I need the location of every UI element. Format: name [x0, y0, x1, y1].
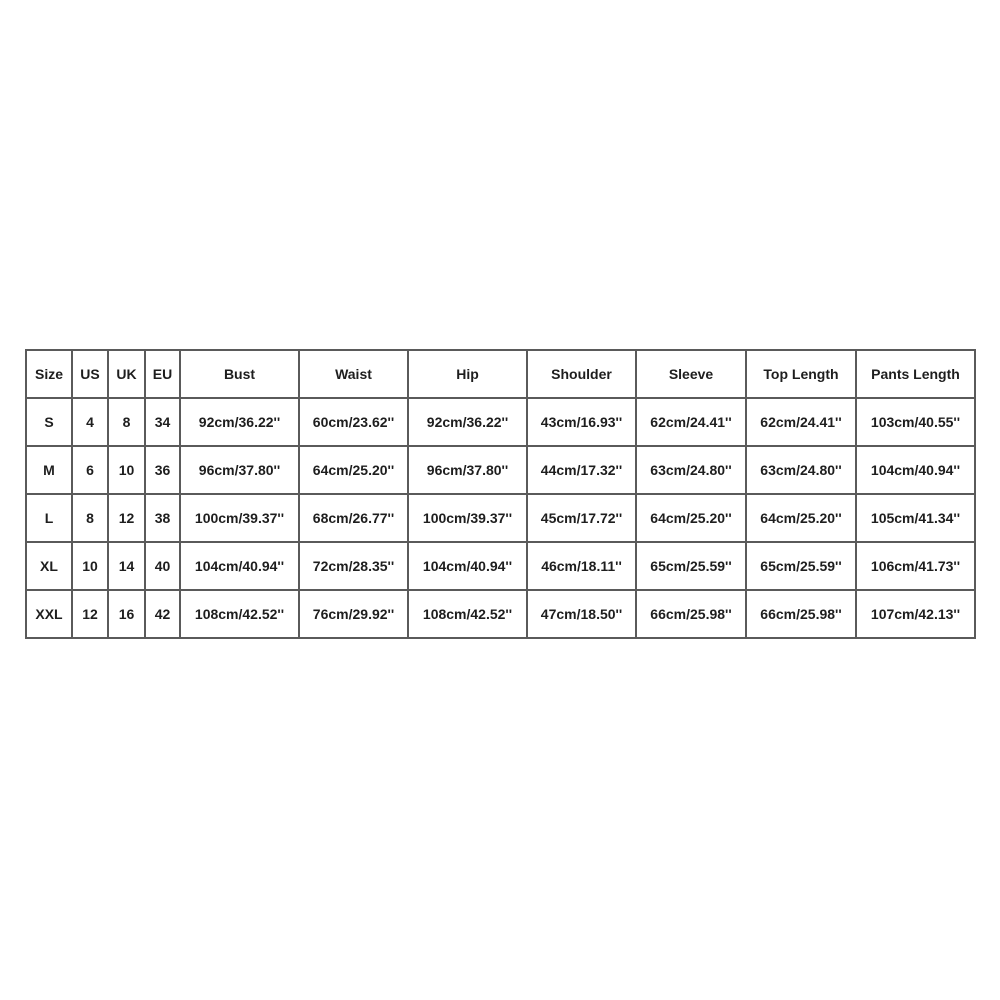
header-size: Size — [26, 350, 72, 398]
cell-size: XL — [26, 542, 72, 590]
cell-bust: 92cm/36.22'' — [180, 398, 299, 446]
cell-sleeve: 66cm/25.98'' — [636, 590, 746, 638]
cell-us: 6 — [72, 446, 108, 494]
cell-size: XXL — [26, 590, 72, 638]
cell-hip: 108cm/42.52'' — [408, 590, 527, 638]
cell-shoulder: 46cm/18.11'' — [527, 542, 636, 590]
cell-pants-length: 107cm/42.13'' — [856, 590, 975, 638]
cell-eu: 36 — [145, 446, 180, 494]
cell-waist: 72cm/28.35'' — [299, 542, 408, 590]
header-hip: Hip — [408, 350, 527, 398]
cell-shoulder: 43cm/16.93'' — [527, 398, 636, 446]
cell-waist: 76cm/29.92'' — [299, 590, 408, 638]
cell-shoulder: 45cm/17.72'' — [527, 494, 636, 542]
header-us: US — [72, 350, 108, 398]
header-row — [26, 350, 975, 398]
cell-pants-length: 106cm/41.73'' — [856, 542, 975, 590]
cell-shoulder: 44cm/17.32'' — [527, 446, 636, 494]
header-uk: UK — [108, 350, 145, 398]
cell-pants-length: 104cm/40.94'' — [856, 446, 975, 494]
cell-bust: 96cm/37.80'' — [180, 446, 299, 494]
cell-eu: 34 — [145, 398, 180, 446]
cell-bust: 100cm/39.37'' — [180, 494, 299, 542]
cell-us: 10 — [72, 542, 108, 590]
cell-bust: 108cm/42.52'' — [180, 590, 299, 638]
cell-uk: 16 — [108, 590, 145, 638]
cell-top-length: 65cm/25.59'' — [746, 542, 856, 590]
cell-pants-length: 105cm/41.34'' — [856, 494, 975, 542]
header-top-length: Top Length — [746, 350, 856, 398]
cell-sleeve: 63cm/24.80'' — [636, 446, 746, 494]
cell-waist: 68cm/26.77'' — [299, 494, 408, 542]
cell-pants-length: 103cm/40.55'' — [856, 398, 975, 446]
table-row — [26, 446, 975, 494]
table-row — [26, 590, 975, 638]
cell-eu: 38 — [145, 494, 180, 542]
cell-uk: 12 — [108, 494, 145, 542]
cell-shoulder: 47cm/18.50'' — [527, 590, 636, 638]
cell-hip: 100cm/39.37'' — [408, 494, 527, 542]
cell-sleeve: 62cm/24.41'' — [636, 398, 746, 446]
cell-uk: 8 — [108, 398, 145, 446]
cell-bust: 104cm/40.94'' — [180, 542, 299, 590]
cell-top-length: 64cm/25.20'' — [746, 494, 856, 542]
cell-eu: 42 — [145, 590, 180, 638]
cell-us: 12 — [72, 590, 108, 638]
cell-us: 4 — [72, 398, 108, 446]
cell-sleeve: 64cm/25.20'' — [636, 494, 746, 542]
cell-hip: 96cm/37.80'' — [408, 446, 527, 494]
header-bust: Bust — [180, 350, 299, 398]
cell-sleeve: 65cm/25.59'' — [636, 542, 746, 590]
table-row — [26, 398, 975, 446]
header-eu: EU — [145, 350, 180, 398]
cell-hip: 92cm/36.22'' — [408, 398, 527, 446]
header-sleeve: Sleeve — [636, 350, 746, 398]
cell-uk: 10 — [108, 446, 145, 494]
header-pants-length: Pants Length — [856, 350, 975, 398]
table-row — [26, 542, 975, 590]
cell-size: M — [26, 446, 72, 494]
cell-top-length: 66cm/25.98'' — [746, 590, 856, 638]
cell-eu: 40 — [145, 542, 180, 590]
cell-hip: 104cm/40.94'' — [408, 542, 527, 590]
cell-waist: 60cm/23.62'' — [299, 398, 408, 446]
cell-us: 8 — [72, 494, 108, 542]
cell-top-length: 63cm/24.80'' — [746, 446, 856, 494]
header-shoulder: Shoulder — [527, 350, 636, 398]
size-chart-table — [25, 349, 976, 639]
header-waist: Waist — [299, 350, 408, 398]
table-row — [26, 494, 975, 542]
cell-waist: 64cm/25.20'' — [299, 446, 408, 494]
cell-size: L — [26, 494, 72, 542]
cell-size: S — [26, 398, 72, 446]
cell-uk: 14 — [108, 542, 145, 590]
cell-top-length: 62cm/24.41'' — [746, 398, 856, 446]
